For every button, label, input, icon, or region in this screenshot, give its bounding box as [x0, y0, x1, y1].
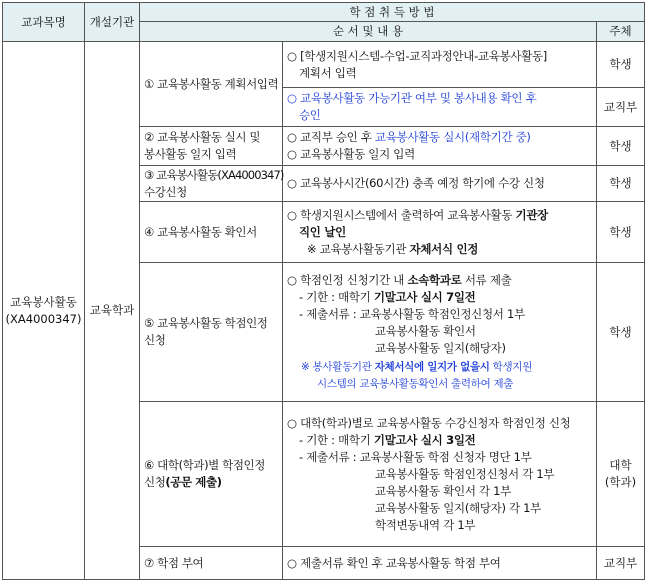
- step-2-content: [283, 127, 597, 166]
- step-2-subject: 학생: [597, 127, 645, 166]
- step-3-item: ○ 교육봉사시간(60시간) 충족 예정 학기에 수강 신청: [287, 176, 545, 190]
- step-4-note-text: ※ 교육봉사활동기관: [307, 241, 410, 256]
- step-6-deadline-text: - 기한 : 매학기: [299, 432, 374, 447]
- course-name: 교육봉사활동: [10, 294, 77, 309]
- step-4-note-bold: 자체서식 인정: [409, 241, 479, 256]
- step-6-subject-line: 대학: [609, 458, 632, 472]
- step-5-content: [283, 263, 597, 402]
- step-5-note-text: ※ 봉사활동기관: [301, 360, 375, 373]
- step-5-deadline-text: - 기한 : 매학기: [299, 289, 374, 304]
- step-6-doc: 교육봉사활동 확인서 각 1부: [375, 483, 511, 498]
- step-6-deadline-bold: 기말고사 실시 3일전: [373, 432, 476, 447]
- step-1: ① 교육봉사활동 계획서입력: [140, 42, 283, 127]
- header-procedure: 순 서 및 내 용: [140, 22, 597, 42]
- step-5-item-text: ○ 학점인정 신청기간 내: [287, 272, 408, 287]
- step-1-item-2-line: 승인: [299, 108, 321, 122]
- step-6-doc: 교육봉사활동 학점인정신청서 각 1부: [375, 466, 555, 481]
- step-5-deadline-bold: 기말고사 실시 7일전: [373, 289, 476, 304]
- header-method: 학 점 취 득 방 법: [140, 3, 645, 22]
- step-5-line: ⑤ 교육봉사활동 학점인정: [144, 316, 268, 330]
- course-code: (XA4000347): [5, 311, 82, 326]
- step-3-content: [283, 166, 597, 202]
- step-6-doc: 교육봉사활동 일지(해당자) 각 1부: [375, 500, 541, 515]
- credit-method-table: [2, 2, 645, 580]
- step-4-note: [287, 241, 592, 258]
- step-1-subject-2: 교직부: [597, 88, 645, 127]
- header-course: 교과목명: [3, 3, 85, 42]
- step-2-item-1: [287, 129, 592, 146]
- course-name-cell: [3, 42, 85, 580]
- step-6-line-2-text: 신청: [144, 475, 166, 489]
- step-6-item: ○ 대학(학과)별로 교육봉사활동 수강신청자 학점인정 신청: [287, 415, 571, 430]
- step-2-line: ② 교육봉사활동 실시 및: [144, 130, 261, 144]
- step-4-item-cont: 직인 날인: [299, 224, 346, 239]
- step-1-item-1-line: ○ [학생지원시스템-수업-교직과정안내-교육봉사활동]: [287, 48, 547, 63]
- step-6: [140, 402, 283, 547]
- step-5-deadline: [287, 289, 592, 306]
- step-6-subject: [597, 402, 645, 547]
- step-6-line: ⑥ 대학(학과)별 학점인정: [144, 458, 265, 472]
- step-1-item-1-line: 계획서 입력: [299, 65, 357, 80]
- step-3-line: ③ 교육봉사활동(XA4000347): [144, 167, 284, 182]
- step-5-doc: - 제출서류 : 교육봉사활동 학점인정신청서 1부: [299, 306, 525, 321]
- step-5-doc: 교육봉사활동 일지(해당자): [375, 340, 506, 355]
- step-1-item-2: [283, 88, 597, 127]
- step-5-note-cont: 시스템의 교육봉사활동확인서 출력하여 제출: [317, 377, 514, 390]
- step-4-item: [287, 207, 592, 224]
- step-6-line-2: [144, 474, 282, 491]
- step-1-item-2-line: ○ 교육봉사활동 가능기관 여부 및 봉사내용 확인 후: [287, 91, 537, 105]
- step-2-item-2: ○ 교육봉사활동 일지 입력: [287, 147, 415, 161]
- step-1-subject-1: 학생: [597, 42, 645, 88]
- header-dept: 개설기관: [85, 3, 140, 42]
- step-4-item-bold: 기관장: [515, 207, 548, 222]
- step-4-content: [283, 202, 597, 263]
- step-5-line: 신청: [144, 333, 166, 347]
- step-5-item-text-end: 서류 제출: [461, 272, 512, 287]
- header-subject: 주체: [597, 22, 645, 42]
- step-5-item-bold: 소속학과로: [407, 272, 462, 287]
- step-5-note-text-end: 학생지원: [489, 360, 533, 373]
- step-2-item-1-text: ○ 교직부 승인 후: [287, 130, 376, 144]
- step-5: [140, 263, 283, 402]
- step-3: [140, 166, 283, 202]
- step-5-note-bold: 자체서식에 일지가 없을시: [374, 360, 490, 373]
- step-2-line: 봉사활동 일지 입력: [144, 147, 237, 161]
- step-6-doc: 학적변동내역 각 1부: [375, 517, 476, 532]
- step-1-item-1: [283, 42, 597, 88]
- step-2: [140, 127, 283, 166]
- step-5-item: [287, 272, 592, 289]
- course-dept: 교육학과: [85, 42, 140, 580]
- step-5-subject: 학생: [597, 263, 645, 402]
- step-5-note: [287, 359, 592, 376]
- step-3-line: 수강신청: [144, 184, 187, 199]
- step-5-doc: 교육봉사활동 확인서: [375, 323, 476, 338]
- step-6-subject-line: (학과): [604, 475, 637, 489]
- step-4-subject: 학생: [597, 202, 645, 263]
- step-3-subject: 학생: [597, 166, 645, 202]
- step-6-doc: - 제출서류 : 교육봉사활동 학점 신청자 명단 1부: [299, 449, 532, 464]
- step-7-item: ○ 제출서류 확인 후 교육봉사활동 학점 부여: [287, 555, 501, 570]
- step-2-item-1-highlight: 교육봉사활동 실시(재학기간 중): [375, 130, 531, 144]
- step-7: ⑦ 학점 부여: [140, 547, 283, 580]
- step-7-subject: 교직부: [597, 547, 645, 580]
- step-6-deadline: [287, 432, 592, 449]
- step-4-item-text: ○ 학생지원시스템에서 출력하여 교육봉사활동: [287, 207, 516, 222]
- step-6-line-2-bold: (공문 제출): [165, 475, 222, 489]
- step-4: ④ 교육봉사활동 확인서: [140, 202, 283, 263]
- step-6-content: [283, 402, 597, 547]
